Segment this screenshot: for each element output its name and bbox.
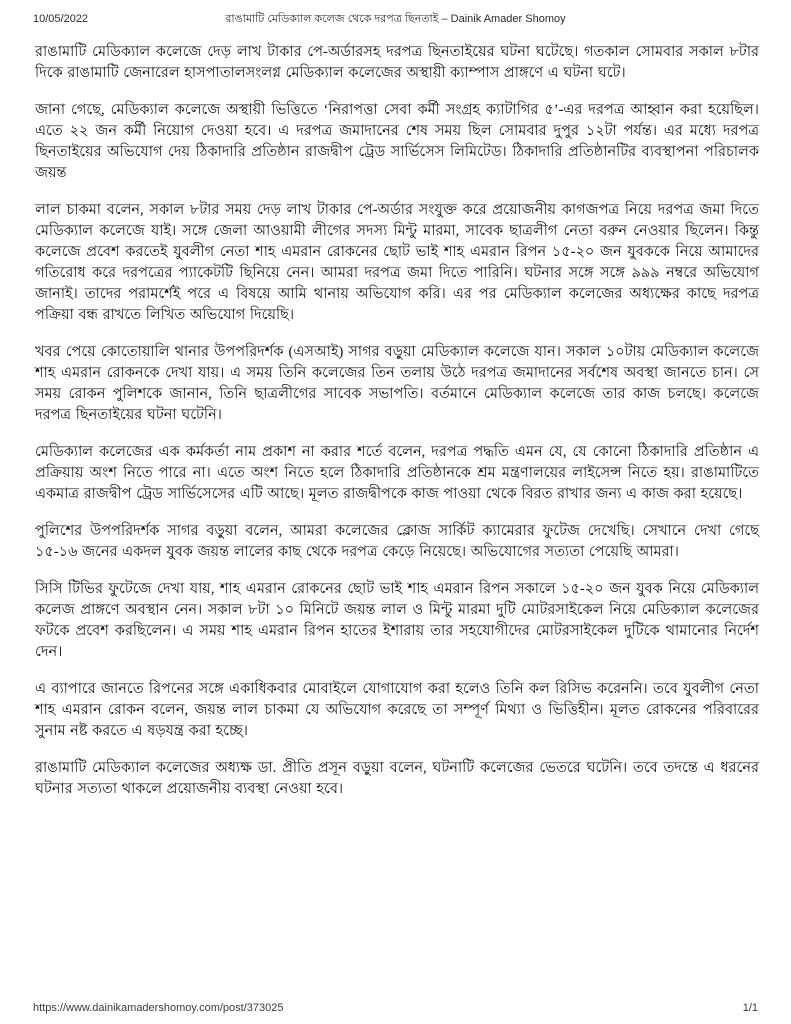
print-footer xyxy=(33,1002,758,1014)
article-paragraph-2: জানা গেছে, মেডিক্যাল কলেজে অস্থায়ী ভিত্তিতে ‘নিরাপত্তা সেবা কর্মী সংগ্রহ ক্যাটাগির ৫’-এর দরপত্র আহ্বান করা হয়েছিল। এতে ২২ জন কর্মী নিয়োগ দেওয়া হবে। এ দরপত্র জমাদানের শেষ সময় ছিল সোমবার দুপুর ১২টা পর্যন্ত। এর মধ্যে দরপত্র ছিনতাইয়ের অভিযোগ দেয় ঠিকাদারি প্রতিষ্ঠান রাজদ্বীপ ট্রেড সার্ভিসেস লিমিটেড। ঠিকাদারি প্রতিষ্ঠানটির ব্যবস্থাপনা পরিচালক জয়ন্ত xyxy=(35,102,759,181)
article-paragraph-7: সিসি টিভির ফুটেজে দেখা যায়, শাহ এমরান রোকনের ছোট ভাই শাহ এমরান রিপন সকালে ১৫-২০ জন যুবক নিয়ে মেডিক্যাল কলেজ প্রাঙ্গণে অবস্থান নেন। সকাল ৮টা ১০ মিনিটে জয়ন্ত লাল ও মিন্টু মারমা দুটি মোটরসাইকেল নিয়ে মেডিক্যাল কলেজের ফটকে প্রবেশ করছিলেন। এ সময় শাহ এমরান রিপন হাতের ইশারায় তার সহযোগীদের মোটরসাইকেল দুটিকে থামানোর নির্দেশ দেন। xyxy=(35,581,759,660)
print-title: রাঙামাটি মেডিক্যাল কলেজ থেকে দরপত্র ছিনতাই – Dainik Amader Shomoy xyxy=(225,13,566,25)
article-paragraph-8: এ ব্যাপারে জানতে রিপনের সঙ্গে একাধিকবার মোবাইলে যোগাযোগ করা হলেও তিনি কল রিসিভ করেননি। তবে যুবলীগ নেতা শাহ এমরান রোকন বলেন, জয়ন্ত লাল চাকমা যে অভিযোগ করেছে তা সম্পূর্ণ মিথ্যা ও ভিত্তিহীন। মূলত রোকনের পরিবারের সুনাম নষ্ট করতে এ ষড়যন্ত্র করা হচ্ছে। xyxy=(35,681,759,739)
print-date: 10/05/2022 xyxy=(33,13,89,25)
article-paragraph-6: পুলিশের উপপরিদর্শক সাগর বড়ুয়া বলেন, আমরা কলেজের ক্লোজ সার্কিট ক্যামেরার ফুটেজ দেখেছি। সেখানে দেখা গেছে ১৫-১৬ জনের একদল যুবক জয়ন্ত লালের কাছ থেকে দরপত্র কেড়ে নিয়েছে। অভিযোগের সত্যতা পেয়েছি আমরা। xyxy=(35,523,759,560)
print-header xyxy=(33,10,758,29)
article-paragraph-5: মেডিক্যাল কলেজের এক কর্মকর্তা নাম প্রকাশ না করার শর্তে বলেন, দরপত্র পদ্ধতি এমন যে, যে কোনো ঠিকাদারি প্রতিষ্ঠান এ প্রক্রিয়ায় অংশ নিতে পারে না। এতে অংশ নিতে হলে ঠিকাদারি প্রতিষ্ঠানকে শ্রম মন্ত্রণালয়ের লাইসেন্স নিতে হয়। রাঙামাটিতে একমাত্র রাজদ্বীপ ট্রেড সার্ভিসেসের এটি আছে। মূলত রাজদ্বীপকে কাজ পাওয়া থেকে বিরত রাখার জন্য এ কাজ করা হয়েছে। xyxy=(35,444,759,502)
footer-url: https://www.dainikamadershomoy.com/post/373025 xyxy=(33,1002,284,1014)
article-paragraph-9: রাঙামাটি মেডিক্যাল কলেজের অধ্যক্ষ ডা. প্রীতি প্রসূন বড়ুয়া বলেন, ঘটনাটি কলেজের ভেতরে ঘটেনি। তবে তদন্তে এ ধরনের ঘটনার সত্যতা থাকলে প্রয়োজনীয় ব্যবস্থা নেওয়া হবে। xyxy=(35,760,759,797)
article-paragraph-1: রাঙামাটি মেডিক্যাল কলেজে দেড় লাখ টাকার পে-অর্ডারসহ দরপত্র ছিনতাইয়ের ঘটনা ঘটেছে। গতকাল সোমবার সকাল ৮টার দিকে রাঙামাটি জেনারেল হাসপাতালসংলগ্ন মেডিক্যাল কলেজের অস্থায়ী ক্যাম্পাস প্রাঙ্গণে এ ঘটনা ঘটে। xyxy=(35,44,759,81)
article-paragraph-4: খবর পেয়ে কোতোয়ালি থানার উপপরিদর্শক (এসআই) সাগর বড়ুয়া মেডিক্যাল কলেজে যান। সকাল ১০টায় মেডিক্যাল কলেজে শাহ এমরান রোকনকে দেখা যায়। এ সময় তিনি কলেজের তিন তলায় উঠে দরপত্র জমাদানের সর্বশেষ অবস্থা জানতে চান। সে সময় রোকন পুলিশকে জানান, তিনি ছাত্রলীগের সাবেক সভাপতি। বর্তমানে মেডিক্যাল কলেজে তার কাজ চলছে। কলেজে দরপত্র ছিনতাইয়ের ঘটনা ঘটেনি। xyxy=(35,344,759,423)
article-paragraph-3: লাল চাকমা বলেন, সকাল ৮টার সময় দেড় লাখ টাকার পে-অর্ডার সংযুক্ত করে প্রয়োজনীয় কাগজপত্র নিয়ে দরপত্র জমা দিতে মেডিক্যাল কলেজে যাই। সঙ্গে জেলা আওয়ামী লীগের সদস্য মিন্টু মারমা, সাবেক ছাত্রলীগ নেতা বরুন নেওয়ার ছিলেন। কিন্তু কলেজে প্রবেশ করতেই যুবলীগ নেতা শাহ এমরান রোকনের ছোট ভাই শাহ এমরান রিপন ১৫-২০ জন যুবককে নিয়ে আমাদের গতিরোধ করে দরপত্রের প্যাকেটটি ছিনিয়ে নেন। আমরা দরপত্র জমা দিতে পারিনি। ঘটনার সঙ্গে সঙ্গে ৯৯৯ নম্বরে অভিযোগ জানাই। তাদের পরামর্শেই পরে এ বিষয়ে আমি থানায় অভিযোগ করি। এর পর মেডিক্যাল কলেজের অধ্যক্ষের কাছে দরপত্র পক্রিয়া বন্ধ রাখতে লিখিত অভিযোগ দিয়েছি। xyxy=(35,202,759,323)
article-body xyxy=(35,42,759,800)
footer-page-number: 1/1 xyxy=(742,1002,758,1014)
